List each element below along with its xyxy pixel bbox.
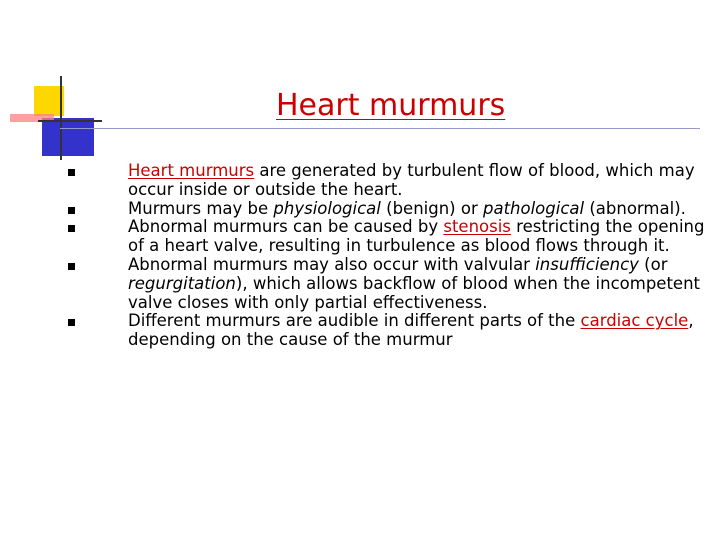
bullet-item bbox=[68, 256, 708, 312]
title-divider bbox=[60, 128, 700, 129]
slide-title: Heart murmurs bbox=[276, 88, 506, 123]
slide-decoration bbox=[0, 0, 120, 170]
bullet-text: Abnormal murmurs may also occur with valvular bbox=[128, 254, 536, 274]
bullet-text: restricting the opening of a heart valve, resulting in turbulence as blood flows through it. bbox=[128, 217, 705, 256]
square-bullet-icon bbox=[68, 225, 75, 232]
stenosis-link[interactable]: stenosis bbox=[443, 217, 511, 237]
bullet-list bbox=[68, 162, 708, 350]
heart-murmurs-link[interactable]: Heart murmurs bbox=[128, 161, 255, 180]
square-bullet-icon bbox=[68, 207, 75, 214]
bullet-text: , depending on the cause of the murmur bbox=[128, 311, 694, 350]
bullet-text: ), which allows backflow of blood when the incompetent valve closes with only partial effectiveness. bbox=[128, 273, 700, 312]
square-bullet-icon bbox=[68, 263, 75, 270]
bullet-text: are generated by turbulent flow of blood, which may occur inside or outside the heart. bbox=[128, 161, 695, 199]
bullet-italic-text: pathological bbox=[482, 198, 585, 218]
decoration-horizontal-line bbox=[38, 120, 102, 122]
bullet-text: Abnormal murmurs can be caused by bbox=[128, 217, 444, 237]
square-bullet-icon bbox=[68, 319, 75, 326]
bullet-item bbox=[68, 218, 708, 256]
bullet-text: (or bbox=[638, 254, 668, 274]
bullet-item bbox=[68, 312, 708, 350]
bullet-italic-text: regurgitation bbox=[128, 273, 236, 293]
bullet-text: (abnormal). bbox=[584, 198, 686, 218]
bullet-text: (benign) or bbox=[380, 198, 483, 218]
bullet-item bbox=[68, 200, 708, 219]
bullet-item bbox=[68, 162, 708, 200]
bullet-italic-text: insufficiency bbox=[535, 254, 639, 274]
decoration-yellow-square bbox=[34, 86, 64, 116]
cardiac-cycle-link[interactable]: cardiac cycle bbox=[580, 311, 689, 331]
square-bullet-icon bbox=[68, 169, 75, 176]
bullet-italic-text: physiological bbox=[273, 198, 381, 218]
decoration-vertical-line bbox=[60, 76, 62, 160]
bullet-text: Different murmurs are audible in different parts of the bbox=[128, 311, 581, 331]
bullet-text: Murmurs may be bbox=[128, 198, 274, 218]
decoration-blue-square bbox=[42, 118, 94, 156]
